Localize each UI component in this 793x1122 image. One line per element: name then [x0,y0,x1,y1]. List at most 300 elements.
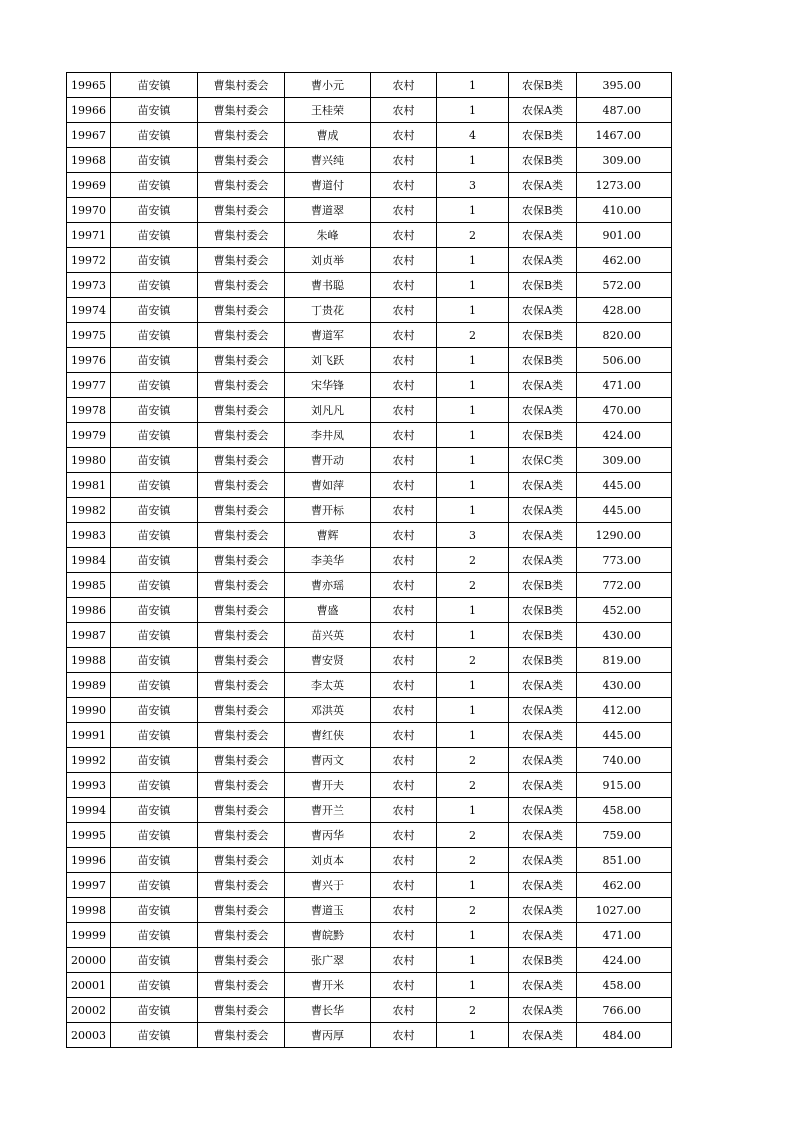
town-cell: 苗安镇 [111,423,198,448]
village-cell: 曹集村委会 [198,123,285,148]
row-id-cell: 19979 [67,423,111,448]
name-cell: 曹兴于 [285,873,371,898]
town-cell: 苗安镇 [111,573,198,598]
village-cell: 曹集村委会 [198,798,285,823]
name-cell: 李美华 [285,548,371,573]
area-type-cell: 农村 [371,773,437,798]
village-cell: 曹集村委会 [198,873,285,898]
table-row [67,898,672,923]
village-cell: 曹集村委会 [198,148,285,173]
area-type-cell: 农村 [371,923,437,948]
insurance-category-cell: 农保B类 [509,148,577,173]
row-id-cell: 19982 [67,498,111,523]
name-cell: 曹红侠 [285,723,371,748]
town-cell: 苗安镇 [111,323,198,348]
insurance-category-cell: 农保A类 [509,98,577,123]
amount-cell: 820.00 [577,323,672,348]
town-cell: 苗安镇 [111,73,198,98]
row-id-cell: 19995 [67,823,111,848]
town-cell: 苗安镇 [111,348,198,373]
village-cell: 曹集村委会 [198,198,285,223]
village-cell: 曹集村委会 [198,498,285,523]
name-cell: 苗兴英 [285,623,371,648]
amount-cell: 309.00 [577,148,672,173]
village-cell: 曹集村委会 [198,748,285,773]
name-cell: 刘贞举 [285,248,371,273]
name-cell: 丁贵花 [285,298,371,323]
amount-cell: 1467.00 [577,123,672,148]
town-cell: 苗安镇 [111,98,198,123]
area-type-cell: 农村 [371,473,437,498]
household-count-cell: 1 [437,373,509,398]
table-row [67,248,672,273]
amount-cell: 766.00 [577,998,672,1023]
insurance-category-cell: 农保A类 [509,823,577,848]
row-id-cell: 19983 [67,523,111,548]
table-row [67,123,672,148]
row-id-cell: 20003 [67,1023,111,1048]
name-cell: 曹开夫 [285,773,371,798]
table-row [67,223,672,248]
name-cell: 王桂荣 [285,98,371,123]
town-cell: 苗安镇 [111,248,198,273]
household-count-cell: 1 [437,873,509,898]
insurance-category-cell: 农保B类 [509,623,577,648]
amount-cell: 428.00 [577,298,672,323]
area-type-cell: 农村 [371,723,437,748]
town-cell: 苗安镇 [111,598,198,623]
insurance-category-cell: 农保A类 [509,1023,577,1048]
household-count-cell: 1 [437,598,509,623]
row-id-cell: 19972 [67,248,111,273]
household-count-cell: 2 [437,823,509,848]
table-row [67,798,672,823]
area-type-cell: 农村 [371,898,437,923]
household-count-cell: 2 [437,998,509,1023]
area-type-cell: 农村 [371,698,437,723]
town-cell: 苗安镇 [111,973,198,998]
town-cell: 苗安镇 [111,498,198,523]
row-id-cell: 19975 [67,323,111,348]
village-cell: 曹集村委会 [198,623,285,648]
household-count-cell: 1 [437,248,509,273]
row-id-cell: 19999 [67,923,111,948]
area-type-cell: 农村 [371,373,437,398]
table-row [67,648,672,673]
amount-cell: 915.00 [577,773,672,798]
name-cell: 曹开动 [285,448,371,473]
area-type-cell: 农村 [371,998,437,1023]
household-count-cell: 1 [437,273,509,298]
area-type-cell: 农村 [371,323,437,348]
area-type-cell: 农村 [371,973,437,998]
area-type-cell: 农村 [371,423,437,448]
area-type-cell: 农村 [371,498,437,523]
insurance-category-cell: 农保A类 [509,798,577,823]
name-cell: 曹道付 [285,173,371,198]
amount-cell: 1273.00 [577,173,672,198]
household-count-cell: 1 [437,723,509,748]
town-cell: 苗安镇 [111,648,198,673]
household-count-cell: 3 [437,173,509,198]
insurance-category-cell: 农保A类 [509,523,577,548]
table-row [67,948,672,973]
table-row [67,998,672,1023]
table-row [67,673,672,698]
household-count-cell: 1 [437,198,509,223]
row-id-cell: 19981 [67,473,111,498]
amount-cell: 487.00 [577,98,672,123]
area-type-cell: 农村 [371,98,437,123]
insurance-category-cell: 农保B类 [509,323,577,348]
area-type-cell: 农村 [371,848,437,873]
area-type-cell: 农村 [371,823,437,848]
table-row [67,448,672,473]
amount-cell: 430.00 [577,673,672,698]
town-cell: 苗安镇 [111,173,198,198]
name-cell: 曹书聪 [285,273,371,298]
amount-cell: 1290.00 [577,523,672,548]
table-row [67,473,672,498]
village-cell: 曹集村委会 [198,998,285,1023]
household-count-cell: 1 [437,1023,509,1048]
row-id-cell: 20002 [67,998,111,1023]
name-cell: 邓洪英 [285,698,371,723]
town-cell: 苗安镇 [111,748,198,773]
table-row [67,298,672,323]
area-type-cell: 农村 [371,398,437,423]
row-id-cell: 19971 [67,223,111,248]
name-cell: 曹皖黔 [285,923,371,948]
row-id-cell: 19968 [67,148,111,173]
table-row [67,748,672,773]
town-cell: 苗安镇 [111,223,198,248]
insurance-category-cell: 农保A类 [509,498,577,523]
name-cell: 李太英 [285,673,371,698]
household-count-cell: 2 [437,773,509,798]
insurance-category-cell: 农保B类 [509,123,577,148]
name-cell: 曹如萍 [285,473,371,498]
benefit-ledger-table [66,72,672,1048]
amount-cell: 430.00 [577,623,672,648]
name-cell: 李井凤 [285,423,371,448]
insurance-category-cell: 农保A类 [509,848,577,873]
name-cell: 曹道玉 [285,898,371,923]
insurance-category-cell: 农保C类 [509,448,577,473]
name-cell: 曹道军 [285,323,371,348]
village-cell: 曹集村委会 [198,523,285,548]
name-cell: 曹辉 [285,523,371,548]
amount-cell: 395.00 [577,73,672,98]
area-type-cell: 农村 [371,298,437,323]
insurance-category-cell: 农保B类 [509,198,577,223]
row-id-cell: 19984 [67,548,111,573]
name-cell: 朱峰 [285,223,371,248]
town-cell: 苗安镇 [111,373,198,398]
row-id-cell: 19992 [67,748,111,773]
insurance-category-cell: 农保A类 [509,898,577,923]
amount-cell: 506.00 [577,348,672,373]
insurance-category-cell: 农保A类 [509,398,577,423]
town-cell: 苗安镇 [111,398,198,423]
town-cell: 苗安镇 [111,148,198,173]
name-cell: 曹盛 [285,598,371,623]
village-cell: 曹集村委会 [198,948,285,973]
village-cell: 曹集村委会 [198,373,285,398]
table-row [67,373,672,398]
row-id-cell: 19966 [67,98,111,123]
amount-cell: 458.00 [577,798,672,823]
household-count-cell: 3 [437,523,509,548]
area-type-cell: 农村 [371,1023,437,1048]
amount-cell: 759.00 [577,823,672,848]
household-count-cell: 1 [437,473,509,498]
area-type-cell: 农村 [371,523,437,548]
town-cell: 苗安镇 [111,773,198,798]
town-cell: 苗安镇 [111,123,198,148]
town-cell: 苗安镇 [111,623,198,648]
household-count-cell: 1 [437,798,509,823]
area-type-cell: 农村 [371,748,437,773]
household-count-cell: 1 [437,498,509,523]
amount-cell: 772.00 [577,573,672,598]
table-row [67,723,672,748]
table-row [67,348,672,373]
row-id-cell: 19986 [67,598,111,623]
amount-cell: 424.00 [577,423,672,448]
name-cell: 曹开标 [285,498,371,523]
row-id-cell: 19969 [67,173,111,198]
table-row [67,973,672,998]
area-type-cell: 农村 [371,798,437,823]
row-id-cell: 19998 [67,898,111,923]
row-id-cell: 19974 [67,298,111,323]
row-id-cell: 19976 [67,348,111,373]
row-id-cell: 19990 [67,698,111,723]
area-type-cell: 农村 [371,948,437,973]
town-cell: 苗安镇 [111,273,198,298]
table-row [67,98,672,123]
insurance-category-cell: 农保A类 [509,923,577,948]
table-row [67,848,672,873]
amount-cell: 462.00 [577,873,672,898]
household-count-cell: 1 [437,698,509,723]
table-row [67,323,672,348]
table-row [67,423,672,448]
village-cell: 曹集村委会 [198,323,285,348]
amount-cell: 819.00 [577,648,672,673]
amount-cell: 412.00 [577,698,672,723]
name-cell: 宋华锋 [285,373,371,398]
row-id-cell: 19985 [67,573,111,598]
village-cell: 曹集村委会 [198,573,285,598]
area-type-cell: 农村 [371,273,437,298]
table-row [67,923,672,948]
household-count-cell: 2 [437,898,509,923]
insurance-category-cell: 农保A类 [509,473,577,498]
town-cell: 苗安镇 [111,698,198,723]
insurance-category-cell: 农保A类 [509,973,577,998]
insurance-category-cell: 农保B类 [509,348,577,373]
village-cell: 曹集村委会 [198,973,285,998]
household-count-cell: 2 [437,848,509,873]
insurance-category-cell: 农保A类 [509,998,577,1023]
name-cell: 曹开米 [285,973,371,998]
name-cell: 曹丙厚 [285,1023,371,1048]
area-type-cell: 农村 [371,148,437,173]
amount-cell: 445.00 [577,723,672,748]
household-count-cell: 2 [437,748,509,773]
village-cell: 曹集村委会 [198,773,285,798]
town-cell: 苗安镇 [111,848,198,873]
village-cell: 曹集村委会 [198,698,285,723]
name-cell: 曹小元 [285,73,371,98]
area-type-cell: 农村 [371,123,437,148]
insurance-category-cell: 农保B类 [509,648,577,673]
household-count-cell: 1 [437,398,509,423]
table-row [67,398,672,423]
village-cell: 曹集村委会 [198,598,285,623]
insurance-category-cell: 农保A类 [509,223,577,248]
insurance-category-cell: 农保B类 [509,273,577,298]
town-cell: 苗安镇 [111,298,198,323]
insurance-category-cell: 农保A类 [509,723,577,748]
row-id-cell: 19997 [67,873,111,898]
insurance-category-cell: 农保A类 [509,548,577,573]
town-cell: 苗安镇 [111,823,198,848]
name-cell: 曹开兰 [285,798,371,823]
amount-cell: 471.00 [577,373,672,398]
name-cell: 曹成 [285,123,371,148]
area-type-cell: 农村 [371,573,437,598]
table-row [67,573,672,598]
row-id-cell: 20001 [67,973,111,998]
row-id-cell: 20000 [67,948,111,973]
household-count-cell: 2 [437,548,509,573]
village-cell: 曹集村委会 [198,723,285,748]
village-cell: 曹集村委会 [198,848,285,873]
town-cell: 苗安镇 [111,798,198,823]
household-count-cell: 2 [437,648,509,673]
insurance-category-cell: 农保A类 [509,773,577,798]
name-cell: 曹兴纯 [285,148,371,173]
village-cell: 曹集村委会 [198,173,285,198]
name-cell: 刘飞跃 [285,348,371,373]
area-type-cell: 农村 [371,673,437,698]
amount-cell: 445.00 [577,473,672,498]
area-type-cell: 农村 [371,548,437,573]
amount-cell: 470.00 [577,398,672,423]
area-type-cell: 农村 [371,173,437,198]
amount-cell: 424.00 [577,948,672,973]
insurance-category-cell: 农保A类 [509,298,577,323]
area-type-cell: 农村 [371,448,437,473]
town-cell: 苗安镇 [111,548,198,573]
insurance-category-cell: 农保A类 [509,673,577,698]
village-cell: 曹集村委会 [198,398,285,423]
area-type-cell: 农村 [371,198,437,223]
village-cell: 曹集村委会 [198,923,285,948]
name-cell: 曹长华 [285,998,371,1023]
household-count-cell: 4 [437,123,509,148]
area-type-cell: 农村 [371,623,437,648]
name-cell: 刘贞本 [285,848,371,873]
town-cell: 苗安镇 [111,898,198,923]
town-cell: 苗安镇 [111,948,198,973]
village-cell: 曹集村委会 [198,1023,285,1048]
area-type-cell: 农村 [371,598,437,623]
row-id-cell: 19965 [67,73,111,98]
area-type-cell: 农村 [371,73,437,98]
name-cell: 刘凡凡 [285,398,371,423]
row-id-cell: 19977 [67,373,111,398]
household-count-cell: 2 [437,573,509,598]
name-cell: 曹丙文 [285,748,371,773]
village-cell: 曹集村委会 [198,648,285,673]
insurance-category-cell: 农保B类 [509,73,577,98]
village-cell: 曹集村委会 [198,248,285,273]
town-cell: 苗安镇 [111,673,198,698]
row-id-cell: 19987 [67,623,111,648]
town-cell: 苗安镇 [111,723,198,748]
village-cell: 曹集村委会 [198,348,285,373]
town-cell: 苗安镇 [111,448,198,473]
area-type-cell: 农村 [371,873,437,898]
row-id-cell: 19978 [67,398,111,423]
household-count-cell: 1 [437,623,509,648]
insurance-category-cell: 农保B类 [509,948,577,973]
area-type-cell: 农村 [371,348,437,373]
insurance-category-cell: 农保A类 [509,698,577,723]
amount-cell: 851.00 [577,848,672,873]
town-cell: 苗安镇 [111,1023,198,1048]
amount-cell: 484.00 [577,1023,672,1048]
table-row [67,173,672,198]
row-id-cell: 19989 [67,673,111,698]
table-row [67,273,672,298]
area-type-cell: 农村 [371,248,437,273]
table-row [67,873,672,898]
amount-cell: 445.00 [577,498,672,523]
name-cell: 曹道翠 [285,198,371,223]
insurance-category-cell: 农保A类 [509,748,577,773]
town-cell: 苗安镇 [111,473,198,498]
town-cell: 苗安镇 [111,523,198,548]
row-id-cell: 19988 [67,648,111,673]
town-cell: 苗安镇 [111,873,198,898]
name-cell: 张广翠 [285,948,371,973]
row-id-cell: 19973 [67,273,111,298]
village-cell: 曹集村委会 [198,673,285,698]
insurance-category-cell: 农保B类 [509,573,577,598]
table-row [67,548,672,573]
village-cell: 曹集村委会 [198,73,285,98]
table-row [67,148,672,173]
table-row [67,198,672,223]
household-count-cell: 1 [437,923,509,948]
insurance-category-cell: 农保A类 [509,248,577,273]
amount-cell: 572.00 [577,273,672,298]
amount-cell: 309.00 [577,448,672,473]
household-count-cell: 2 [437,223,509,248]
row-id-cell: 19996 [67,848,111,873]
area-type-cell: 农村 [371,223,437,248]
village-cell: 曹集村委会 [198,548,285,573]
row-id-cell: 19970 [67,198,111,223]
row-id-cell: 19980 [67,448,111,473]
household-count-cell: 1 [437,348,509,373]
amount-cell: 410.00 [577,198,672,223]
